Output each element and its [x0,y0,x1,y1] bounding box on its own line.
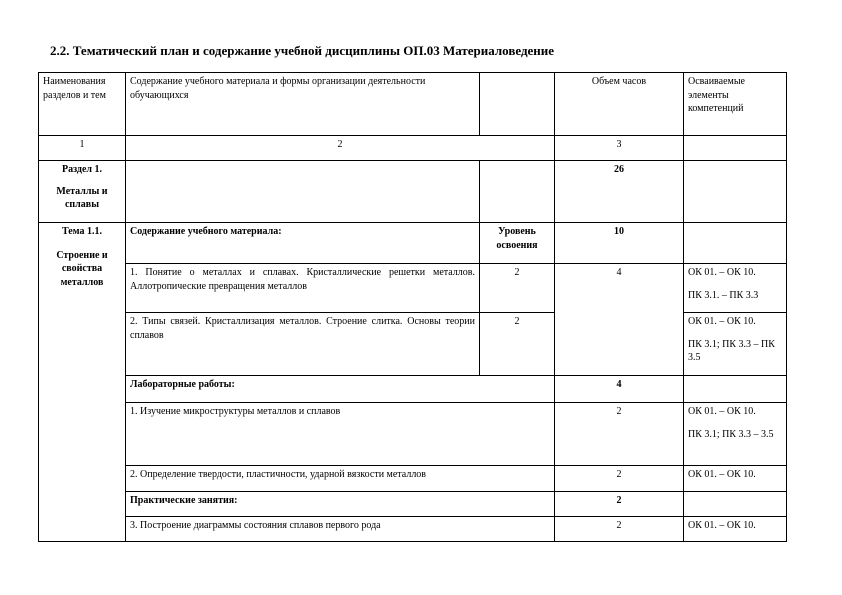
header-col3: Объем часов [555,73,684,136]
thematic-plan-table [38,72,787,542]
prac-label-row [39,492,787,517]
row-text: 2. Определение твердости, пластичности, ударной вязкости металлов [126,466,555,492]
table-row [39,466,787,492]
section-competencies [684,161,787,223]
header-row [39,73,787,136]
level-label: Уровень освоения [480,223,555,264]
table-row [39,403,787,466]
topic-name: Тема 1.1. [62,226,102,237]
row-competencies [684,403,787,466]
row-competencies [684,264,787,313]
lab-label: Лабораторные работы: [126,376,555,403]
row-level: 2 [480,264,555,313]
row-hours: 2 [555,403,684,466]
section-content [126,161,480,223]
col-number-1: 1 [39,136,126,161]
row-hours: 4 [555,264,684,376]
page-title: 2.2. Тематический план и содержание учебной дисциплины ОП.03 Материаловедение [50,43,555,58]
numbers-row [39,136,787,161]
topic-name-cell [39,223,126,542]
row-competencies: ОК 01. – ОК 10. [684,466,787,492]
prac-competencies [684,492,787,517]
section-name-cell [39,161,126,223]
col-number-2: 2 [126,136,555,161]
section-subtitle: Металлы и сплавы [56,185,108,210]
competency-ok: ОК 01. – ОК 10. [688,267,756,278]
section-row [39,161,787,223]
content-label: Содержание учебного материала: [126,223,480,264]
header-col4: Осваиваемые элементы компетенций [684,73,787,136]
row-hours: 2 [555,466,684,492]
header-col2: Содержание учебного материала и формы организации деятельности обучающихся [126,73,480,136]
table-row [39,517,787,542]
row-text: 1. Понятие о металлах и сплавах. Кристаллические решетки металлов. Аллотропические превращения металлов [126,264,480,313]
competency-ok: ОК 01. – ОК 10. [688,316,756,327]
table-row [39,264,787,313]
section-hours: 26 [555,161,684,223]
lab-label-row [39,376,787,403]
row-level: 2 [480,313,555,376]
row-text: 2. Типы связей. Кристаллизация металлов. Строение слитка. Основы теории сплавов [126,313,480,376]
topic-subtitle: Строение и свойства металлов [56,249,108,288]
competency-pk: ПК 3.1; ПК 3.3 – ПК 3.5 [688,338,775,363]
topic-header-row [39,223,787,264]
lab-competencies [684,376,787,403]
section-level [480,161,555,223]
competency-ok: ОК 01. – ОК 10. [688,406,756,417]
prac-hours: 2 [555,492,684,517]
row-competencies [684,313,787,376]
topic-hours: 10 [555,223,684,264]
row-text: 1. Изучение микроструктуры металлов и сплавов [126,403,555,466]
row-hours: 2 [555,517,684,542]
col-number-3: 3 [555,136,684,161]
competency-pk: ПК 3.1; ПК 3.3 – 3.5 [688,428,774,440]
topic-competencies [684,223,787,264]
header-col1: Наименования разделов и тем [39,73,126,136]
section-name: Раздел 1. [61,164,103,175]
competency-pk: ПК 3.1. – ПК 3.3 [688,289,759,301]
col-number-4 [684,136,787,161]
prac-label: Практические занятия: [126,492,555,517]
header-empty [480,73,555,136]
lab-hours: 4 [555,376,684,403]
row-text: 3. Построение диаграммы состояния сплавов первого рода [126,517,555,542]
row-competencies: ОК 01. – ОК 10. [684,517,787,542]
